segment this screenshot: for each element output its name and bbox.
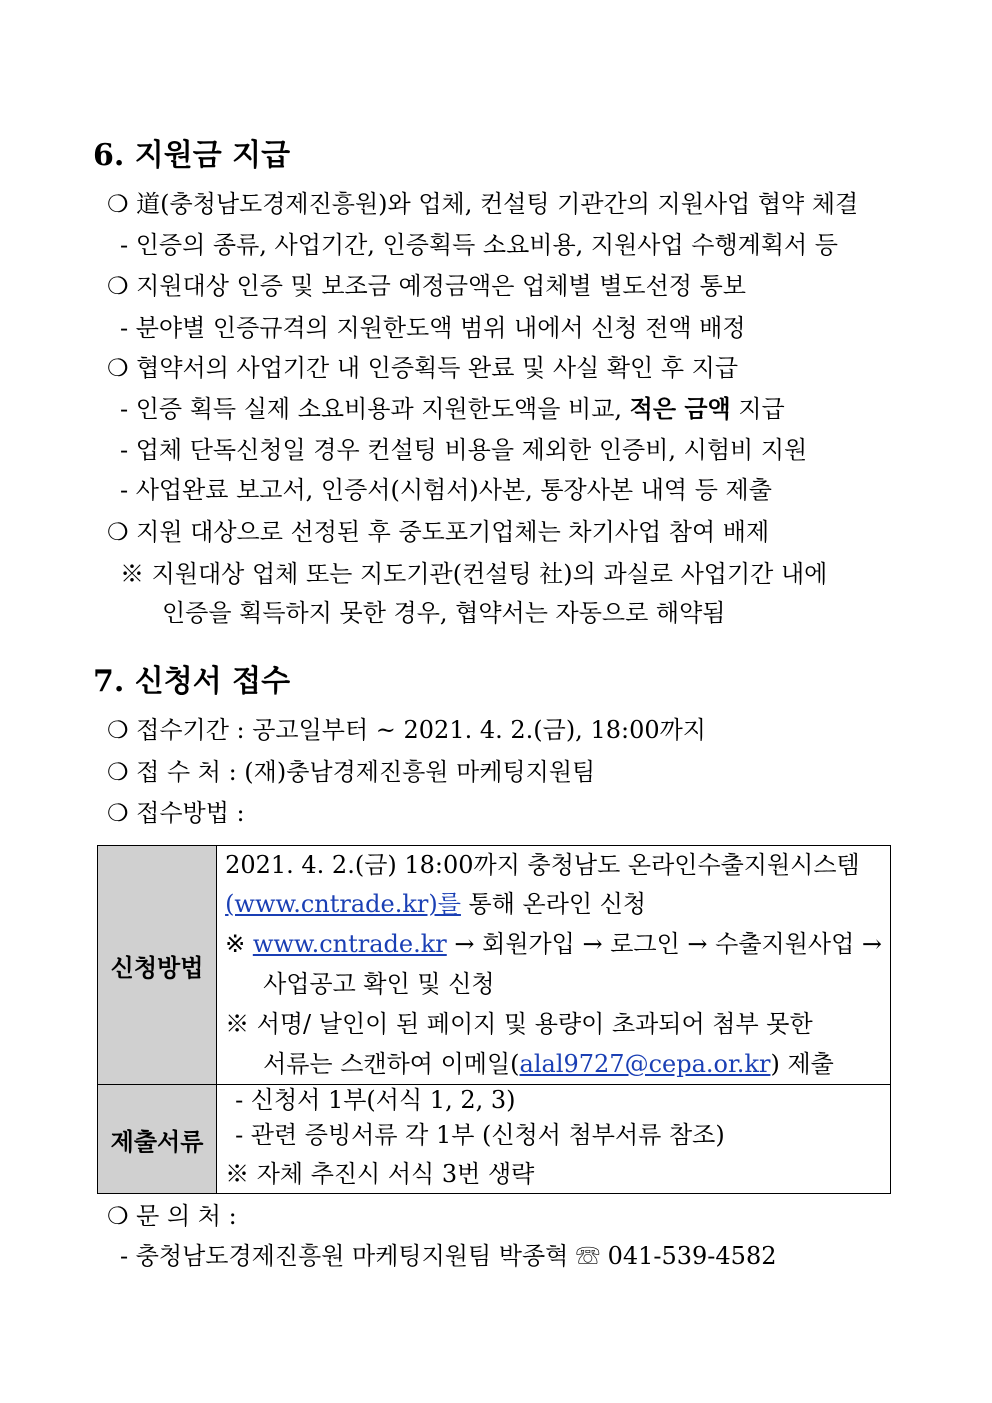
website-link[interactable]: (www.cntrade.kr)를	[225, 890, 461, 918]
section-6-title: 6. 지원금 지급	[93, 138, 291, 173]
list-item: ❍ 道(충청남도경제진흥원)와 업체, 컨설팅 기관간의 지원사업 협약 체결	[107, 190, 859, 218]
cell-line	[225, 1044, 882, 1084]
note-mark: ※	[225, 930, 253, 958]
email-link[interactable]: alal9727@cepa.or.kr	[519, 1050, 771, 1078]
list-item: ❍ 접수기간 : 공고일부터 ~ 2021. 4. 2.(금), 18:00까지	[107, 716, 706, 744]
list-item	[120, 393, 785, 425]
cell-line: - 신청서 1부(서식 1, 2, 3)	[235, 1086, 516, 1114]
list-item: ❍ 문 의 처 :	[107, 1202, 237, 1230]
table-cell	[217, 1085, 891, 1194]
section-7-title: 7. 신청서 접수	[93, 664, 291, 699]
contact-detail: - 충청남도경제진흥원 마케팅지원팀 박종혁 ☏ 041-539-4582	[120, 1242, 777, 1270]
application-table	[97, 845, 891, 1194]
cell-line: ※ 자체 추진시 서식 3번 생략	[225, 1160, 535, 1188]
table-header-cell: 신청방법	[98, 846, 217, 1085]
cell-text: ) 제출	[770, 1050, 834, 1078]
list-item: - 사업완료 보고서, 인증서(시험서)사본, 통장사본 내역 등 제출	[120, 476, 772, 504]
cell-text: 통해 온라인 신청	[460, 890, 647, 918]
table-cell	[217, 846, 891, 1085]
cell-line	[225, 884, 882, 924]
list-item: - 인증의 종류, 사업기간, 인증획득 소요비용, 지원사업 수행계획서 등	[120, 231, 838, 259]
table-row	[98, 1085, 891, 1194]
cell-line: - 관련 증빙서류 각 1부 (신청서 첨부서류 참조)	[235, 1121, 725, 1149]
cell-line: 사업공고 확인 및 신청	[263, 970, 495, 998]
list-item: ❍ 협약서의 사업기간 내 인증획득 완료 및 사실 확인 후 지급	[107, 354, 739, 382]
list-item: ❍ 지원대상 인증 및 보조금 예정금액은 업체별 별도선정 통보	[107, 272, 746, 300]
note-item-continued: 인증을 획득하지 못한 경우, 협약서는 자동으로 해약됨	[162, 599, 726, 627]
list-item-text: 지급	[730, 395, 785, 423]
cell-line	[225, 924, 882, 964]
cell-line: ※ 서명/ 날인이 된 페이지 및 용량이 초과되어 첨부 못한	[225, 1010, 813, 1038]
note-item: ※ 지원대상 업체 또는 지도기관(컨설팅 社)의 과실로 사업기간 내에	[120, 560, 828, 588]
list-item: ❍ 접 수 처 : (재)충남경제진흥원 마케팅지원팀	[107, 758, 596, 786]
cell-line: 2021. 4. 2.(금) 18:00까지 충청남도 온라인수출지원시스템	[225, 851, 860, 879]
list-item-text: - 인증 획득 실제 소요비용과 지원한도액을 비교,	[120, 395, 630, 423]
table-row	[98, 846, 891, 1085]
cell-text: → 회원가입 → 로그인 → 수출지원사업 →	[446, 930, 882, 958]
table-header-cell: 제출서류	[98, 1085, 217, 1194]
list-item: ❍ 접수방법 :	[107, 799, 245, 827]
emphasis-text: 적은 금액	[629, 394, 731, 423]
cell-text: 서류는 스캔하여 이메일(	[263, 1050, 520, 1078]
list-item: - 분야별 인증규격의 지원한도액 범위 내에서 신청 전액 배정	[120, 314, 746, 342]
list-item: - 업체 단독신청일 경우 컨설팅 비용을 제외한 인증비, 시험비 지원	[120, 436, 808, 464]
website-link[interactable]: www.cntrade.kr	[252, 930, 447, 958]
list-item: ❍ 지원 대상으로 선정된 후 중도포기업체는 차기사업 참여 배제	[107, 518, 770, 546]
